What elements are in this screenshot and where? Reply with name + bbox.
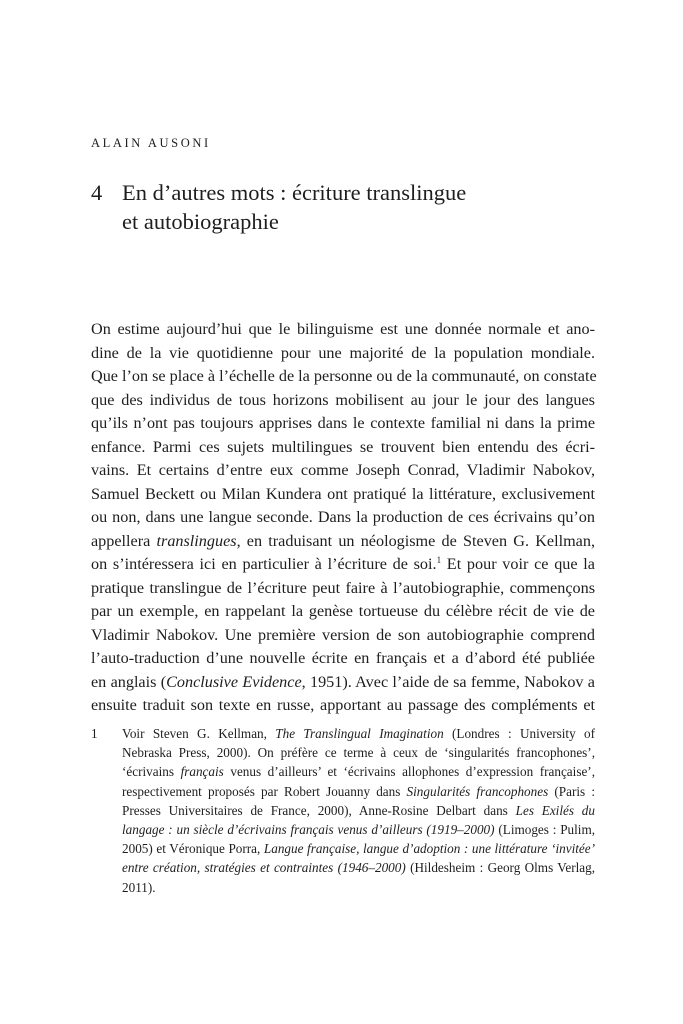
- chapter-title-line: En d’autres mots : écriture translingue: [122, 180, 467, 205]
- text-run: (Limoges : Pulim,: [494, 821, 596, 837]
- footnote-marker[interactable]: 1: [436, 555, 442, 565]
- footnote-line: 2011).: [122, 879, 156, 895]
- text-run: 2005) et Véronique Porra,: [122, 841, 264, 857]
- body-line: par un exemple, en rappelant la genèse tortueuse du célèbre récit de vie de: [91, 602, 595, 620]
- italic-title: Langue française, langue d’adoption : une littérature ‘invitée’: [263, 841, 595, 857]
- body-line: enfance. Parmi ces sujets multilingues se trouvent bien entendu des écri-: [91, 437, 595, 456]
- italic-title: Conclusive Evidence: [166, 672, 302, 691]
- body-line: qu’ils n’ont pas toujours apprises dans le contexte familial ni dans la prime: [91, 414, 595, 432]
- body-line: que des individus de tous horizons mobilisent au jour le jour des langues: [91, 390, 595, 409]
- italic-title: Singularités francophones: [406, 783, 549, 799]
- footnote-line: [122, 820, 595, 839]
- text-run: (Paris :: [548, 783, 595, 799]
- italic-term: français: [180, 764, 224, 780]
- footnote-line: Nebraska Press, 2000). On préfère ce terme à ceux de ‘singularités francophones’,: [122, 745, 595, 761]
- body-line: ensuite traduit son texte en russe, apportant au passage des compléments et: [91, 696, 595, 714]
- text-run: appellera: [91, 531, 157, 550]
- footnote-line: [122, 724, 595, 743]
- footnote-line: [122, 782, 595, 801]
- footnote-line: [122, 762, 595, 781]
- italic-title: Les Exilés du: [515, 802, 595, 818]
- running-head-author: ALAIN AUSONI: [91, 136, 211, 150]
- footnote-number: 1: [91, 726, 98, 741]
- italic-title: entre création, stratégies et contraintes (1946–2000): [122, 860, 406, 876]
- chapter-title-line: et autobiographie: [122, 209, 279, 234]
- body-line: Que l’on se place à l’échelle de la personne ou de la communauté, on constate: [91, 367, 597, 385]
- footnote-text: [122, 724, 595, 897]
- body-line: [91, 553, 595, 577]
- text-run: , en traduisant un néologisme de Steven G. Kellman,: [236, 531, 595, 550]
- italic-term: translingues: [156, 531, 237, 550]
- body-paragraph: [91, 318, 595, 718]
- text-run: en anglais (: [91, 672, 167, 691]
- body-line: Samuel Beckett ou Milan Kundera ont pratiqué la littérature, exclusivement: [91, 484, 595, 503]
- body-line: [91, 671, 595, 695]
- body-line: On estime aujourd’hui que le bilinguisme est une donnée normale et ano-: [91, 320, 595, 338]
- footnote-line: [122, 839, 595, 858]
- text-run: venus d’ailleurs’ et ‘écrivains allophones d’expression française’,: [223, 764, 595, 780]
- text-run: Presses Universitaires de France, 2000), Anne-Rosine Delbart dans: [122, 802, 516, 818]
- chapter-title: [122, 178, 602, 236]
- text-run: (Hildesheim : Georg Olms Verlag,: [405, 860, 595, 876]
- body-line: pratique translingue de l’écriture peut faire à l’autobiographie, commençons: [91, 578, 595, 597]
- text-run: , 1951). Avec l’aide de sa femme, Nabokov a: [301, 672, 595, 691]
- italic-title: The Translingual Imagination: [275, 726, 444, 741]
- text-run: respectivement proposés par Robert Jouanny dans: [122, 783, 407, 799]
- body-line: l’auto-traduction d’une nouvelle écrite en français et a d’abord été publiée: [91, 649, 595, 667]
- body-line: [91, 530, 595, 554]
- footnote-line: [122, 801, 595, 820]
- text-run: Voir Steven G. Kellman,: [122, 726, 276, 741]
- text-run: ‘écrivains: [122, 764, 181, 780]
- text-run: Et pour voir ce que la: [441, 555, 595, 573]
- body-line: Vladimir Nabokov. Une première version de son autobiographie comprend: [91, 625, 595, 644]
- italic-title: langage : un siècle d’écrivains français venus d’ailleurs (1919–2000): [122, 821, 495, 837]
- footnote-line: [122, 858, 595, 877]
- text-run: (Londres : University of: [443, 726, 595, 741]
- body-line: vains. Et certains d’entre eux comme Joseph Conrad, Vladimir Nabokov,: [91, 461, 595, 479]
- body-line: ou non, dans une langue seconde. Dans la production de ces écrivains qu’on: [91, 508, 595, 526]
- body-line: dine de la vie quotidienne pour une majorité de la population mondiale.: [91, 343, 595, 362]
- chapter-number: 4: [91, 180, 103, 205]
- text-run: on s’intéressera ici en particulier à l’écriture de soi.: [91, 555, 437, 573]
